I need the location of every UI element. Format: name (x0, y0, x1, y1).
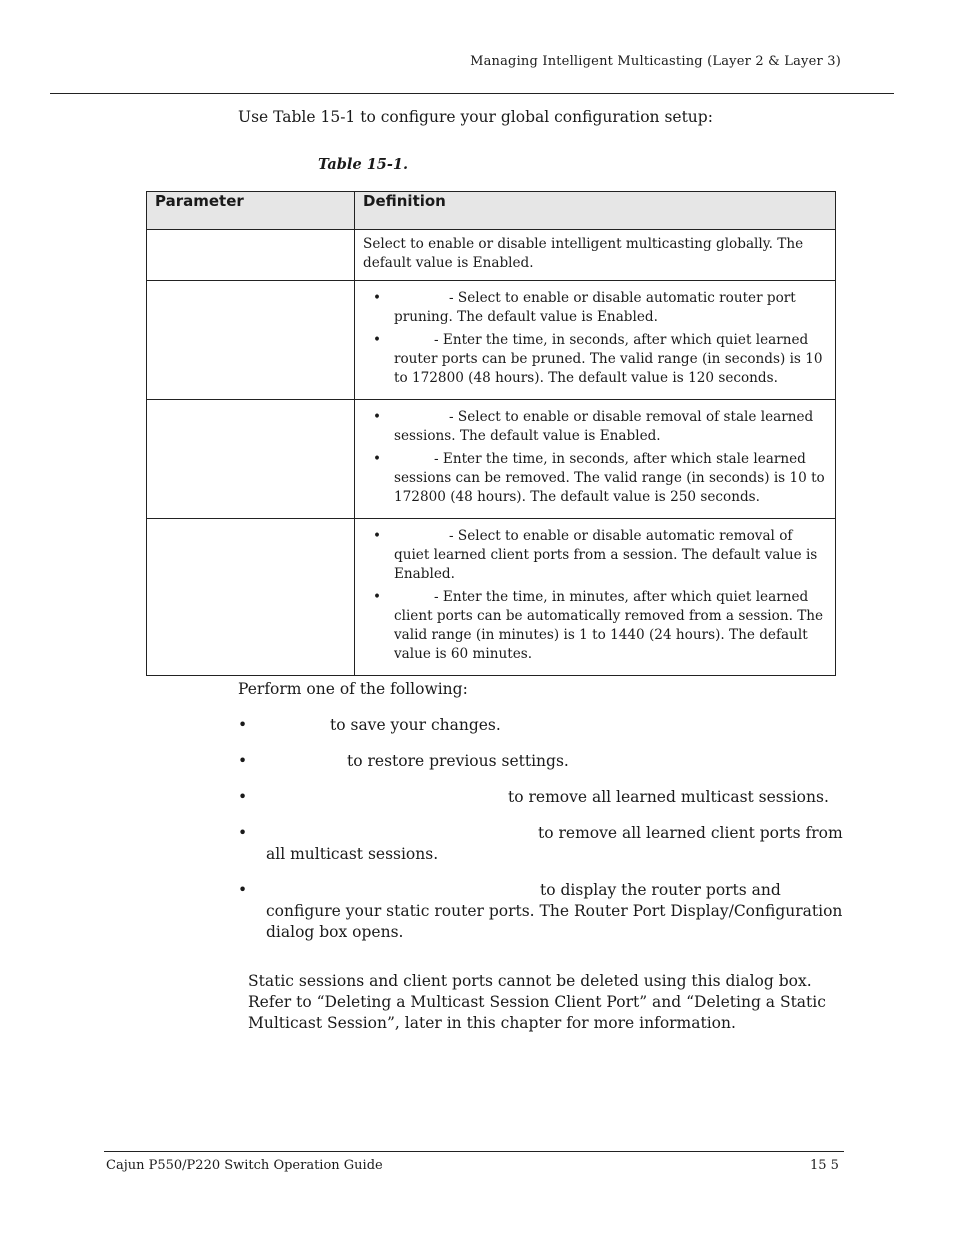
table-row (147, 281, 836, 400)
parameter-cell (147, 400, 355, 519)
column-header-definition: Definition (355, 192, 836, 230)
footer-divider (104, 1151, 844, 1152)
list-item: • to remove all learned multicast sessions. (238, 787, 858, 808)
footer-guide-title: Cajun P550/P220 Switch Operation Guide (106, 1158, 383, 1173)
parameter-cell (147, 281, 355, 400)
table-header-row (147, 192, 836, 230)
parameter-table (146, 191, 836, 676)
definition-item: • - Select to enable or disable automatic removal of quiet learned client ports from a session. The default value is Enabled. (363, 527, 827, 584)
parameter-cell (147, 519, 355, 676)
table-caption: Table 15-1. (318, 156, 409, 173)
definition-cell (355, 519, 836, 676)
intro-paragraph: Use Table 15-1 to configure your global configuration setup: (238, 108, 713, 126)
list-item: • to restore previous settings. (238, 751, 858, 772)
action-list (238, 715, 858, 958)
column-header-parameter: Parameter (147, 192, 355, 230)
definition-item: • - Enter the time, in seconds, after which stale learned sessions can be removed. The valid range (in seconds) is 10 to 172800 (48 hours). The default value is 250 seconds. (363, 450, 827, 507)
list-item: • to save your changes. (238, 715, 858, 736)
definition-item: • - Select to enable or disable automatic router port pruning. The default value is Enabled. (363, 289, 827, 327)
definition-item: • - Enter the time, in minutes, after which quiet learned client ports can be automatically removed from a session. The valid range (in minutes) is 1 to 1440 (24 hours). The default value is 60 minutes. (363, 588, 827, 664)
definition-cell: Select to enable or disable intelligent multicasting globally. The default value is Enabled. (355, 230, 836, 281)
header-divider (50, 93, 894, 94)
definition-cell (355, 281, 836, 400)
running-header: Managing Intelligent Multicasting (Layer 2 & Layer 3) (470, 54, 841, 69)
list-item: • to remove all learned client ports from all multicast sessions. (238, 823, 858, 865)
definition-item: • - Enter the time, in seconds, after which quiet learned router ports can be pruned. The valid range (in seconds) is 10 to 172800 (48 hours). The default value is 120 seconds. (363, 331, 827, 388)
definition-item: • - Select to enable or disable removal of stale learned sessions. The default value is Enabled. (363, 408, 827, 446)
note-paragraph: Static sessions and client ports cannot be deleted using this dialog box. Refer to “Deleting a Multicast Session Client Port” and “Deleting a Static Multicast Session”, later in this chapter for more information. (248, 972, 826, 1032)
table-row (147, 400, 836, 519)
perform-instruction: Perform one of the following: (238, 680, 468, 698)
table-row (147, 519, 836, 676)
page-number: 15 5 (810, 1158, 839, 1173)
definition-cell (355, 400, 836, 519)
table-row (147, 230, 836, 281)
parameter-cell (147, 230, 355, 281)
list-item: • to display the router ports and configure your static router ports. The Router Port Display/Configuration dialog box opens. (238, 880, 858, 943)
